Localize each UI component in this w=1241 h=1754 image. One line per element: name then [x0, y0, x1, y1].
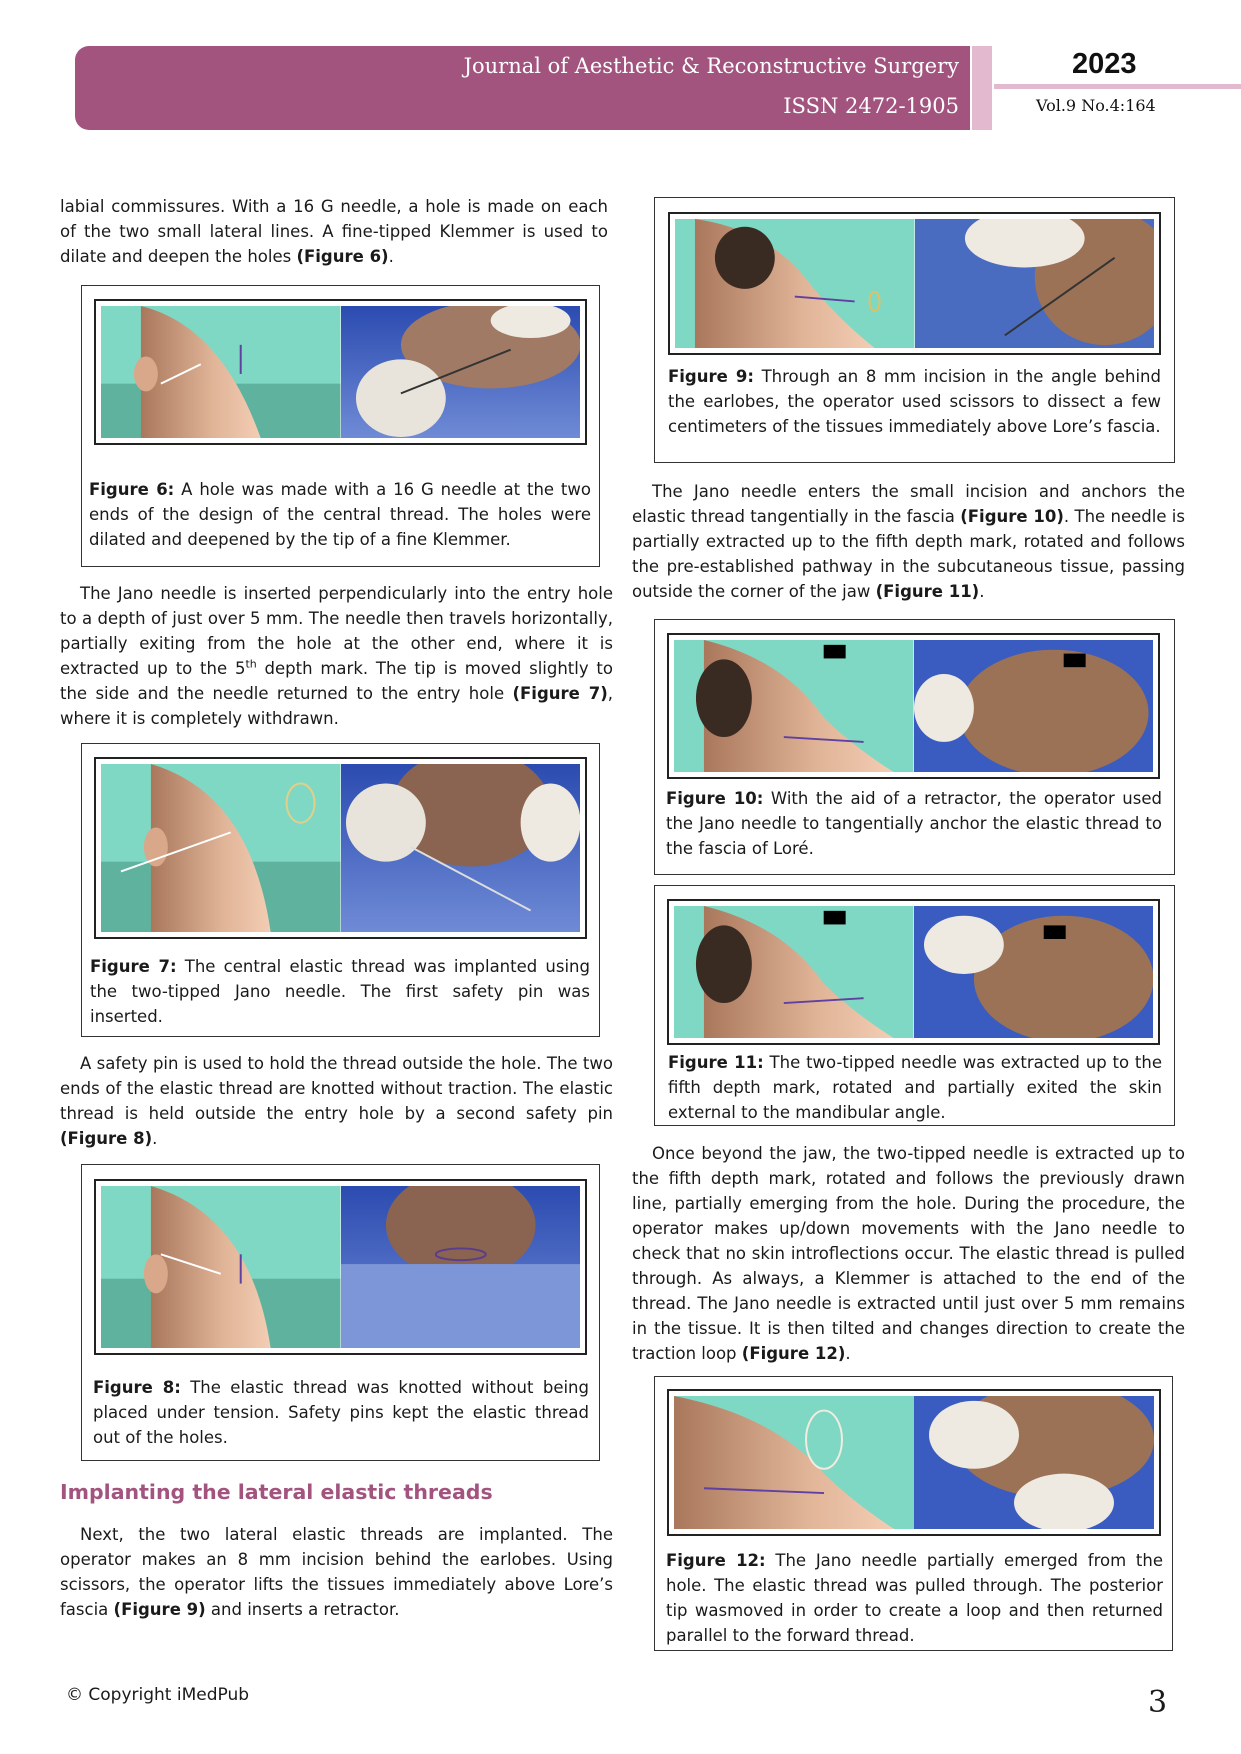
- text: labial commissures. With a 16 G needle, a hole is made on each of the two small lateral lines. A fine-tipped Klemmer is used to dilate and deepen the holes: [60, 197, 608, 266]
- figure-8: [81, 1164, 600, 1461]
- surgical-photo: [914, 1396, 1154, 1529]
- figure-12-caption: The Jano needle partially emerged from the hole. The elastic thread was pulled through. The posterior tip wasmoved in order to create a loop and then returned parallel to the forward thread.: [666, 1551, 1163, 1645]
- journal-issn: ISSN 2472-1905: [783, 94, 959, 118]
- figure-11-caption: The two-tipped needle was extracted up to the fifth depth mark, rotated and partially exited the skin external to the mandibular angle.: [668, 1053, 1162, 1122]
- figure-9-image: [668, 212, 1161, 355]
- illustration-3d-head: [674, 906, 914, 1038]
- figure-reference[interactable]: (Figure 10): [960, 507, 1064, 526]
- surgical-photo: [341, 306, 581, 438]
- text: A safety pin is used to hold the thread outside the hole. The two ends of the elastic thread are knotted without traction. The elastic thread is held outside the entry hole by a second safety pin: [60, 1054, 613, 1123]
- text: depth mark. The tip is moved slightly to the side and the needle returned to the entry hole: [60, 659, 613, 703]
- text: . The needle is partially extracted up to the fifth depth mark, rotated and follows the pre-established pathway in the subcutaneous tissue, passing outside the corner of the jaw: [632, 507, 1185, 601]
- text: .: [979, 582, 985, 601]
- figure-12-image: [667, 1389, 1161, 1536]
- publication-year: 2023: [1072, 48, 1137, 80]
- figure-9: [654, 197, 1175, 463]
- figure-10: [654, 619, 1175, 875]
- illustration-3d-head: [101, 306, 341, 438]
- figure-8-label: Figure 8:: [93, 1378, 181, 1397]
- figure-7-label: Figure 7:: [90, 957, 177, 976]
- figure-7-image: [94, 757, 587, 939]
- surgical-photo: [915, 219, 1155, 348]
- figure-6-caption: A hole was made with a 16 G needle at the two ends of the design of the central thread. The holes were dilated and deepened by the tip of a fine Klemmer.: [89, 480, 591, 549]
- left-paragraph-1: [60, 194, 608, 269]
- surgical-photo: [341, 764, 581, 932]
- text: .: [388, 247, 394, 266]
- surgical-photo: [914, 906, 1154, 1038]
- figure-7-caption: The central elastic thread was implanted using the two-tipped Jano needle. The first safety pin was inserted.: [90, 957, 590, 1026]
- figure-12-label: Figure 12:: [666, 1551, 766, 1570]
- figure-reference[interactable]: (Figure 9): [113, 1600, 206, 1619]
- left-paragraph-2: [60, 581, 613, 731]
- text: Next, the two lateral elastic threads are implanted. The operator makes an 8 mm incision behind the earlobes. Using scissors, the operator lifts the tissues immediately above Lore’s fascia: [60, 1525, 613, 1619]
- illustration-3d-head: [675, 219, 915, 348]
- text: and inserts a retractor.: [205, 1600, 400, 1619]
- right-paragraph-2: [632, 1141, 1185, 1366]
- figure-6: [81, 285, 600, 567]
- illustration-3d-head: [101, 764, 341, 932]
- header-accent-line: [994, 84, 1241, 89]
- figure-6-image: [94, 299, 587, 445]
- illustration-3d-head: [101, 1186, 341, 1348]
- figure-reference[interactable]: (Figure 12): [741, 1344, 846, 1363]
- figure-11-image: [667, 899, 1160, 1045]
- figure-reference[interactable]: (Figure 7): [512, 684, 608, 703]
- figure-9-label: Figure 9:: [668, 367, 754, 386]
- text: .: [845, 1344, 851, 1363]
- figure-12: [654, 1376, 1173, 1651]
- figure-reference[interactable]: (Figure 8): [60, 1129, 153, 1148]
- surgical-photo: [341, 1186, 581, 1348]
- figure-11-label: Figure 11:: [668, 1053, 764, 1072]
- right-paragraph-1: [632, 479, 1185, 604]
- surgical-photo: [914, 640, 1154, 772]
- illustration-3d-head: [674, 1396, 914, 1529]
- superscript: th: [245, 657, 257, 671]
- section-heading: Implanting the lateral elastic threads: [60, 1480, 493, 1504]
- left-paragraph-4: [60, 1522, 613, 1622]
- figure-7: [81, 743, 600, 1037]
- text: , where it is completely withdrawn.: [60, 684, 613, 728]
- journal-title: Journal of Aesthetic & Reconstructive Surgery: [463, 54, 959, 78]
- figure-reference[interactable]: (Figure 6): [296, 247, 389, 266]
- text: Once beyond the jaw, the two-tipped needle is extracted up to the fifth depth mark, rotated and follows the previously drawn line, partially emerging from the hole. During the procedure, the operator makes up/down movements with the Jano needle to check that no skin introflections occur. The elastic thread is pulled through. As always, a Klemmer is attached to the end of the thread. The Jano needle is extracted until just over 5 mm remains in the tissue. It is then tilted and changes direction to create the traction loop: [632, 1144, 1185, 1363]
- illustration-3d-head: [674, 640, 914, 772]
- left-paragraph-3: [60, 1051, 613, 1151]
- figure-8-caption: The elastic thread was knotted without being placed under tension. Safety pins kept the elastic thread out of the holes.: [93, 1378, 589, 1447]
- figure-9-caption: Through an 8 mm incision in the angle behind the earlobes, the operator used scissors to dissect a few centimeters of the tissues immediately above Lore’s fascia.: [668, 367, 1161, 436]
- copyright: © Copyright iMedPub: [66, 1685, 250, 1705]
- figure-6-label: Figure 6:: [89, 480, 175, 499]
- header-accent-strip: [972, 46, 992, 130]
- figure-10-caption: With the aid of a retractor, the operator used the Jano needle to tangentially anchor the elastic thread to the fascia of Loré.: [666, 789, 1162, 858]
- figure-11: [654, 885, 1175, 1126]
- figure-10-label: Figure 10:: [666, 789, 764, 808]
- page-number: 3: [1148, 1685, 1168, 1720]
- text: .: [152, 1129, 158, 1148]
- text: The Jano needle is inserted perpendicularly into the entry hole to a depth of just over 5 mm. The needle then travels horizontally, partially exiting from the hole at the other end, where it is extracted up to the 5: [60, 584, 613, 678]
- figure-10-image: [667, 633, 1160, 779]
- text: The Jano needle enters the small incision and anchors the elastic thread tangentially in the fascia: [632, 482, 1185, 526]
- figure-reference[interactable]: (Figure 11): [875, 582, 980, 601]
- figure-8-image: [94, 1179, 587, 1355]
- volume-issue: Vol.9 No.4:164: [1036, 96, 1156, 115]
